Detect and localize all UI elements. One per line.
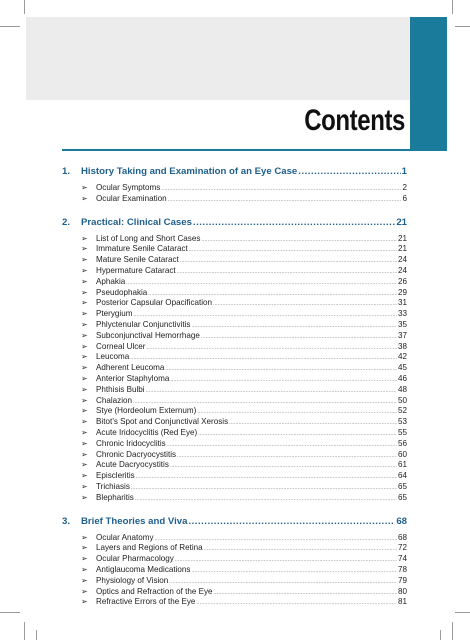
toc-entry[interactable]: [62, 234, 407, 245]
arrow-bullet-icon: ➢: [81, 244, 88, 254]
crop-mark: [452, 622, 453, 640]
entry-page-number: 38: [397, 341, 407, 351]
arrow-bullet-icon: ➢: [81, 554, 88, 564]
dot-leader: [130, 355, 397, 361]
entry-page-number: 53: [397, 417, 407, 427]
dot-leader: [193, 217, 395, 228]
entry-page-number: 42: [397, 352, 407, 362]
dot-leader: [191, 323, 397, 329]
chapter-heading[interactable]: [62, 217, 407, 232]
entry-page-number: 78: [397, 564, 407, 574]
section-spacer: [62, 205, 407, 217]
toc-entry[interactable]: [62, 597, 407, 608]
arrow-bullet-icon: ➢: [81, 427, 88, 437]
arrow-bullet-icon: ➢: [81, 449, 88, 459]
dot-leader: [213, 301, 397, 307]
dot-leader: [155, 536, 397, 542]
chapter-title: Practical: Clinical Cases: [81, 216, 192, 228]
toc-entry[interactable]: [62, 255, 407, 266]
arrow-bullet-icon: ➢: [81, 352, 88, 362]
entry-page-number: 74: [397, 554, 407, 564]
toc-entry[interactable]: [62, 374, 407, 385]
toc-entry[interactable]: [62, 320, 407, 331]
toc-entry[interactable]: [62, 587, 407, 598]
page-title: Contents: [304, 104, 405, 137]
entry-page-number: 48: [397, 384, 407, 394]
entry-page-number: 24: [397, 255, 407, 265]
entry-label: Layers and Regions of Retina: [96, 543, 203, 553]
arrow-bullet-icon: ➢: [81, 319, 88, 329]
entry-label: Stye (Hordeolum Externum): [96, 406, 197, 416]
entry-page-number: 61: [397, 460, 407, 470]
toc-entry[interactable]: [62, 342, 407, 353]
entry-page-number: 45: [397, 363, 407, 373]
chapter-section: [62, 516, 407, 609]
toc-entry[interactable]: [62, 288, 407, 299]
arrow-bullet-icon: ➢: [81, 543, 88, 553]
entry-label: Anterior Staphyloma: [96, 373, 170, 383]
entry-page-number: 46: [397, 373, 407, 383]
dot-leader: [146, 388, 397, 394]
dot-leader: [298, 166, 400, 177]
entry-page-number: 21: [397, 233, 407, 243]
crop-mark: [24, 622, 25, 640]
entry-page-number: 81: [397, 597, 407, 607]
toc-entry[interactable]: [62, 460, 407, 471]
arrow-bullet-icon: ➢: [81, 265, 88, 275]
entry-page-number: 64: [397, 471, 407, 481]
entry-label: Mature Senile Cataract: [96, 255, 179, 265]
arrow-bullet-icon: ➢: [81, 417, 88, 427]
dot-leader: [131, 485, 397, 491]
dot-leader: [169, 579, 397, 585]
chapter-page-number: 21: [396, 216, 407, 228]
entry-label: Bitot’s Spot and Conjunctival Xerosis: [96, 417, 229, 427]
toc-entry[interactable]: [62, 471, 407, 482]
entry-page-number: 56: [397, 438, 407, 448]
chapter-number: 3.: [62, 515, 71, 527]
dot-leader: [133, 399, 397, 405]
entry-page-number: 79: [397, 575, 407, 585]
entry-page-number: 55: [397, 427, 407, 437]
entry-label: Chalazion: [96, 395, 132, 405]
entry-page-number: 72: [397, 543, 407, 553]
dot-leader: [170, 377, 397, 383]
entry-label: Acute Dacryocystitis: [96, 460, 169, 470]
entry-label: Optics and Refraction of the Eye: [96, 586, 213, 596]
entry-label: Blepharitis: [96, 492, 134, 502]
entry-page-number: 37: [397, 330, 407, 340]
dot-leader: [148, 291, 397, 297]
entry-page-number: 6: [402, 193, 407, 203]
dot-leader: [165, 366, 397, 372]
dot-leader: [201, 237, 397, 243]
entry-page-number: 29: [397, 287, 407, 297]
toc-entry[interactable]: [62, 385, 407, 396]
dot-leader: [214, 590, 397, 596]
crop-mark: [36, 630, 37, 640]
entry-label: Chronic Iridocyclitis: [96, 438, 166, 448]
toc-entry[interactable]: [62, 493, 407, 504]
entry-page-number: 31: [397, 298, 407, 308]
arrow-bullet-icon: ➢: [81, 287, 88, 297]
toc-entry[interactable]: [62, 576, 407, 587]
entry-page-number: 80: [397, 586, 407, 596]
entry-page-number: 60: [397, 449, 407, 459]
chapter-title: Brief Theories and Viva: [81, 515, 188, 527]
title-rule: [62, 149, 410, 151]
entry-label: Episcleritis: [96, 471, 135, 481]
arrow-bullet-icon: ➢: [81, 532, 88, 542]
dot-leader: [180, 258, 397, 264]
dot-leader: [197, 409, 397, 415]
chapter-section: [62, 166, 407, 205]
toc-entry[interactable]: [62, 396, 407, 407]
dot-leader: [177, 453, 397, 459]
chapter-title: History Taking and Examination of an Eye Case: [81, 166, 298, 177]
crop-mark: [0, 26, 20, 27]
header-band: [26, 17, 410, 100]
entry-page-number: 24: [397, 265, 407, 275]
entry-label: Phthisis Bulbi: [96, 384, 145, 394]
entry-label: Leucoma: [96, 352, 130, 362]
chapter-heading[interactable]: [62, 516, 407, 531]
toc-entry[interactable]: [62, 533, 407, 544]
arrow-bullet-icon: ➢: [81, 575, 88, 585]
entry-page-number: 33: [397, 309, 407, 319]
arrow-bullet-icon: ➢: [81, 492, 88, 502]
entry-label: Ocular Anatomy: [96, 532, 154, 542]
entry-page-number: 65: [397, 481, 407, 491]
toc-entry[interactable]: [62, 194, 407, 205]
toc-entry[interactable]: [62, 439, 407, 450]
dot-leader: [175, 557, 397, 563]
arrow-bullet-icon: ➢: [81, 438, 88, 448]
arrow-bullet-icon: ➢: [81, 341, 88, 351]
arrow-bullet-icon: ➢: [81, 309, 88, 319]
entry-label: Physiology of Vision: [96, 575, 169, 585]
toc-entry[interactable]: [62, 266, 407, 277]
toc-entry[interactable]: [62, 554, 407, 565]
dot-leader: [135, 496, 397, 502]
toc-entry[interactable]: [62, 309, 407, 320]
entry-label: Adherent Leucoma: [96, 363, 165, 373]
dot-leader: [229, 420, 397, 426]
chapter-heading[interactable]: [62, 166, 407, 181]
crop-mark: [440, 630, 441, 640]
arrow-bullet-icon: ➢: [81, 564, 88, 574]
toc-entry[interactable]: [62, 244, 407, 255]
arrow-bullet-icon: ➢: [81, 481, 88, 491]
dot-leader: [168, 197, 402, 203]
dot-leader: [198, 431, 397, 437]
crop-mark: [455, 612, 470, 613]
arrow-bullet-icon: ➢: [81, 233, 88, 243]
chapter-page-number: 68: [396, 515, 407, 527]
entry-label: Corneal Ulcer: [96, 341, 146, 351]
table-of-contents: [62, 166, 407, 608]
entry-label: Aphakia: [96, 276, 126, 286]
toc-entry[interactable]: [62, 183, 407, 194]
arrow-bullet-icon: ➢: [81, 395, 88, 405]
dot-leader: [170, 463, 397, 469]
arrow-bullet-icon: ➢: [81, 460, 88, 470]
entry-label: Hypermature Cataract: [96, 265, 176, 275]
dot-leader: [146, 345, 397, 351]
entry-label: Posterior Capsular Opacification: [96, 298, 213, 308]
entry-label: Chronic Dacryocystitis: [96, 449, 177, 459]
chapter-section: [62, 217, 407, 504]
dot-leader: [126, 280, 397, 286]
dot-leader: [201, 334, 397, 340]
dot-leader: [161, 186, 401, 192]
toc-entry[interactable]: [62, 428, 407, 439]
arrow-bullet-icon: ➢: [81, 471, 88, 481]
entry-label: Immature Senile Cataract: [96, 244, 188, 254]
toc-entry[interactable]: [62, 352, 407, 363]
dot-leader: [136, 474, 397, 480]
toc-entry[interactable]: [62, 331, 407, 342]
toc-entry[interactable]: [62, 450, 407, 461]
toc-entry[interactable]: [62, 363, 407, 374]
entry-label: Ocular Pharmacology: [96, 554, 174, 564]
crop-mark: [24, 0, 25, 14]
dot-leader: [196, 600, 397, 606]
toc-entry[interactable]: [62, 277, 407, 288]
entry-label: Subconjunctival Hemorrhage: [96, 330, 200, 340]
toc-entry[interactable]: [62, 565, 407, 576]
toc-entry[interactable]: [62, 417, 407, 428]
chapter-number: 2.: [62, 216, 71, 228]
dot-leader: [133, 312, 397, 318]
arrow-bullet-icon: ➢: [81, 406, 88, 416]
arrow-bullet-icon: ➢: [81, 255, 88, 265]
dot-leader: [189, 247, 397, 253]
dot-leader: [188, 516, 395, 527]
entry-label: Trichiasis: [96, 481, 130, 491]
arrow-bullet-icon: ➢: [81, 276, 88, 286]
entry-label: Pseudophakia: [96, 287, 148, 297]
entry-label: Pterygium: [96, 309, 133, 319]
crop-mark: [455, 26, 470, 27]
crop-mark: [0, 612, 20, 613]
entry-page-number: 35: [397, 319, 407, 329]
toc-entry[interactable]: [62, 482, 407, 493]
entry-page-number: 21: [397, 244, 407, 254]
arrow-bullet-icon: ➢: [81, 586, 88, 596]
dot-leader: [167, 442, 397, 448]
arrow-bullet-icon: ➢: [81, 363, 88, 373]
entry-label: List of Long and Short Cases: [96, 233, 201, 243]
entry-page-number: 68: [397, 532, 407, 542]
toc-entry[interactable]: [62, 406, 407, 417]
accent-tab: [410, 17, 447, 151]
arrow-bullet-icon: ➢: [81, 384, 88, 394]
arrow-bullet-icon: ➢: [81, 298, 88, 308]
arrow-bullet-icon: ➢: [81, 193, 88, 203]
dot-leader: [177, 269, 397, 275]
chapter-page-number: 1: [401, 166, 407, 177]
arrow-bullet-icon: ➢: [81, 183, 88, 192]
arrow-bullet-icon: ➢: [81, 597, 88, 607]
entry-page-number: 65: [397, 492, 407, 502]
arrow-bullet-icon: ➢: [81, 373, 88, 383]
entry-page-number: 2: [402, 183, 407, 192]
entry-page-number: 26: [397, 276, 407, 286]
entry-label: Ocular Symptoms: [96, 183, 161, 192]
crop-mark: [452, 0, 453, 14]
entry-label: Ocular Examination: [96, 193, 167, 203]
chapter-number: 1.: [62, 166, 71, 177]
entry-page-number: 52: [397, 406, 407, 416]
entry-label: Acute Iridocyclitis (Red Eye): [96, 427, 198, 437]
dot-leader: [204, 546, 397, 552]
section-spacer: [62, 504, 407, 516]
dot-leader: [191, 568, 397, 574]
toc-entry[interactable]: [62, 543, 407, 554]
entry-label: Refractive Errors of the Eye: [96, 597, 196, 607]
entry-label: Phlyctenular Conjunctivitis: [96, 319, 191, 329]
toc-entry[interactable]: [62, 298, 407, 309]
entry-page-number: 50: [397, 395, 407, 405]
arrow-bullet-icon: ➢: [81, 330, 88, 340]
entry-label: Antiglaucoma Medications: [96, 564, 191, 574]
